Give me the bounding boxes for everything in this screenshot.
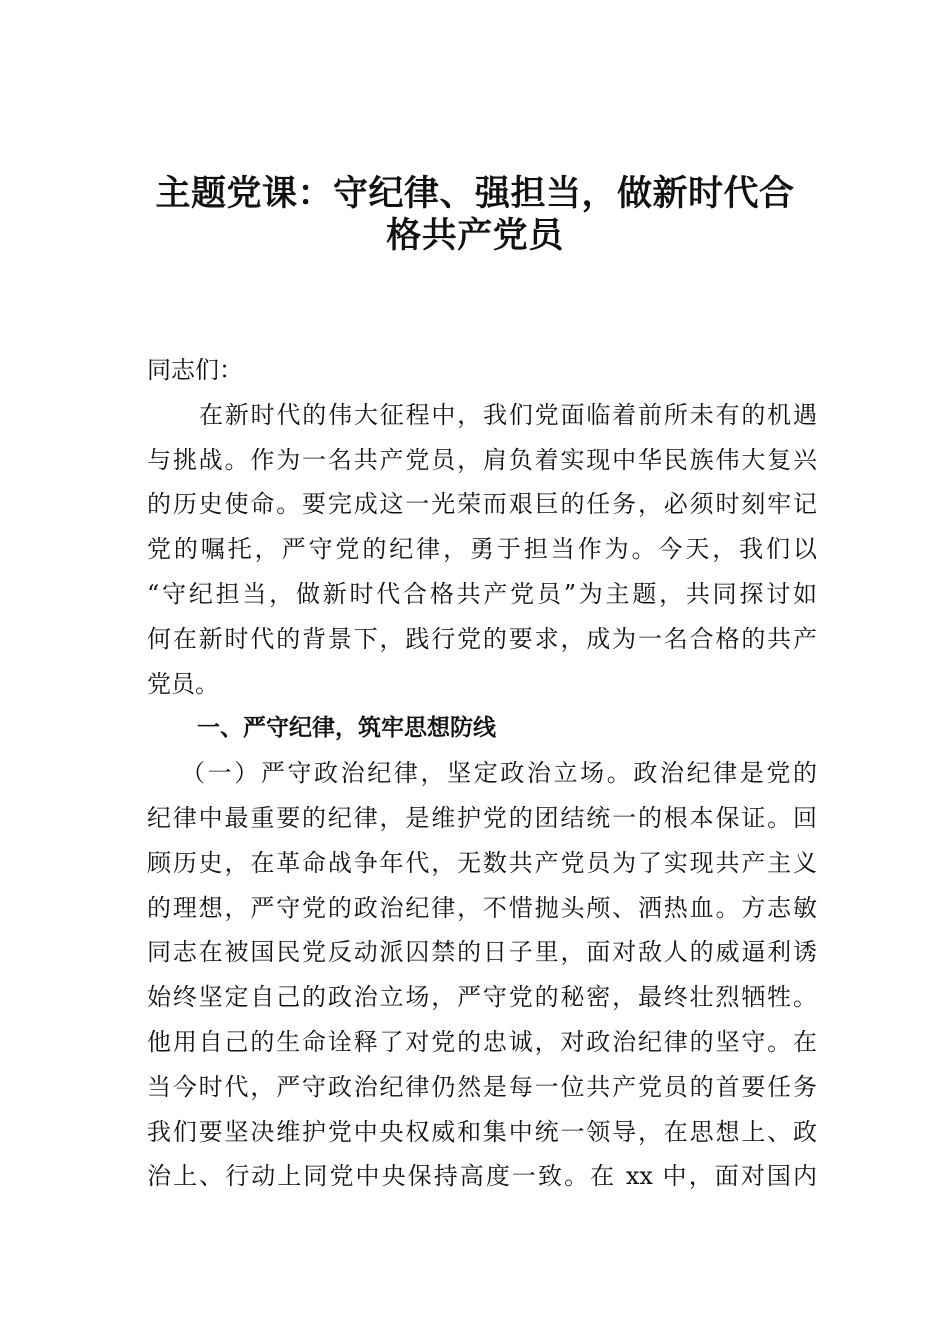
subsection-line: 始终坚定自己的政治立场，严守党的秘密，最终壮烈牺牲。 <box>147 983 817 1012</box>
subsection-line: 纪律中最重要的纪律，是维护党的团结统一的根本保证。回 <box>147 803 817 832</box>
intro-line: 在新时代的伟大征程中，我们党面临着前所未有的机遇 <box>199 400 817 429</box>
intro-line: 党的嘱托，严守党的纪律，勇于担当作为。今天，我们以 <box>147 535 817 564</box>
subsection-line: 他用自己的生命诠释了对党的忠诚，对政治纪律的坚守。在 <box>147 1027 817 1056</box>
intro-line: “守纪担当，做新时代合格共产党员”为主题，共同探讨如 <box>147 579 817 608</box>
document-body <box>147 352 817 1203</box>
subsection-line: 同志在被国民党反动派囚禁的日子里，面对敌人的威逼利诱 <box>147 938 817 967</box>
intro-line: 与挑战。作为一名共产党员，肩负着实现中华民族伟大复兴 <box>147 445 817 474</box>
section-heading: 一、严守纪律，筑牢思想防线 <box>197 715 496 742</box>
document-title-line-2: 格共产党员 <box>386 216 564 256</box>
intro-line: 的历史使命。要完成这一光荣而艰巨的任务，必须时刻牢记 <box>147 490 817 519</box>
intro-line: 党员。 <box>147 669 219 698</box>
subsection-line: （一）严守政治纪律，坚定政治立场。政治纪律是党的 <box>181 759 817 788</box>
document-title-line-1: 主题党课：守纪律、强担当，做新时代合 <box>155 174 795 214</box>
subsection-line: 我们要坚决维护党中央权威和集中统一领导，在思想上、政 <box>147 1117 817 1146</box>
salutation: 同志们： <box>147 356 243 384</box>
subsection-line: 的理想，严守党的政治纪律，不惜抛头颅、洒热血。方志敏 <box>147 893 817 922</box>
subsection-line: 当今时代，严守政治纪律仍然是每一位共产党员的首要任务 <box>147 1072 817 1101</box>
intro-line: 何在新时代的背景下，践行党的要求，成为一名合格的共产 <box>147 624 817 653</box>
subsection-line: 顾历史，在革命战争年代，无数共产党员为了实现共产主义 <box>147 848 817 877</box>
subsection-line: 治上、行动上同党中央保持高度一致。在 xx 中，面对国内 <box>147 1162 817 1191</box>
